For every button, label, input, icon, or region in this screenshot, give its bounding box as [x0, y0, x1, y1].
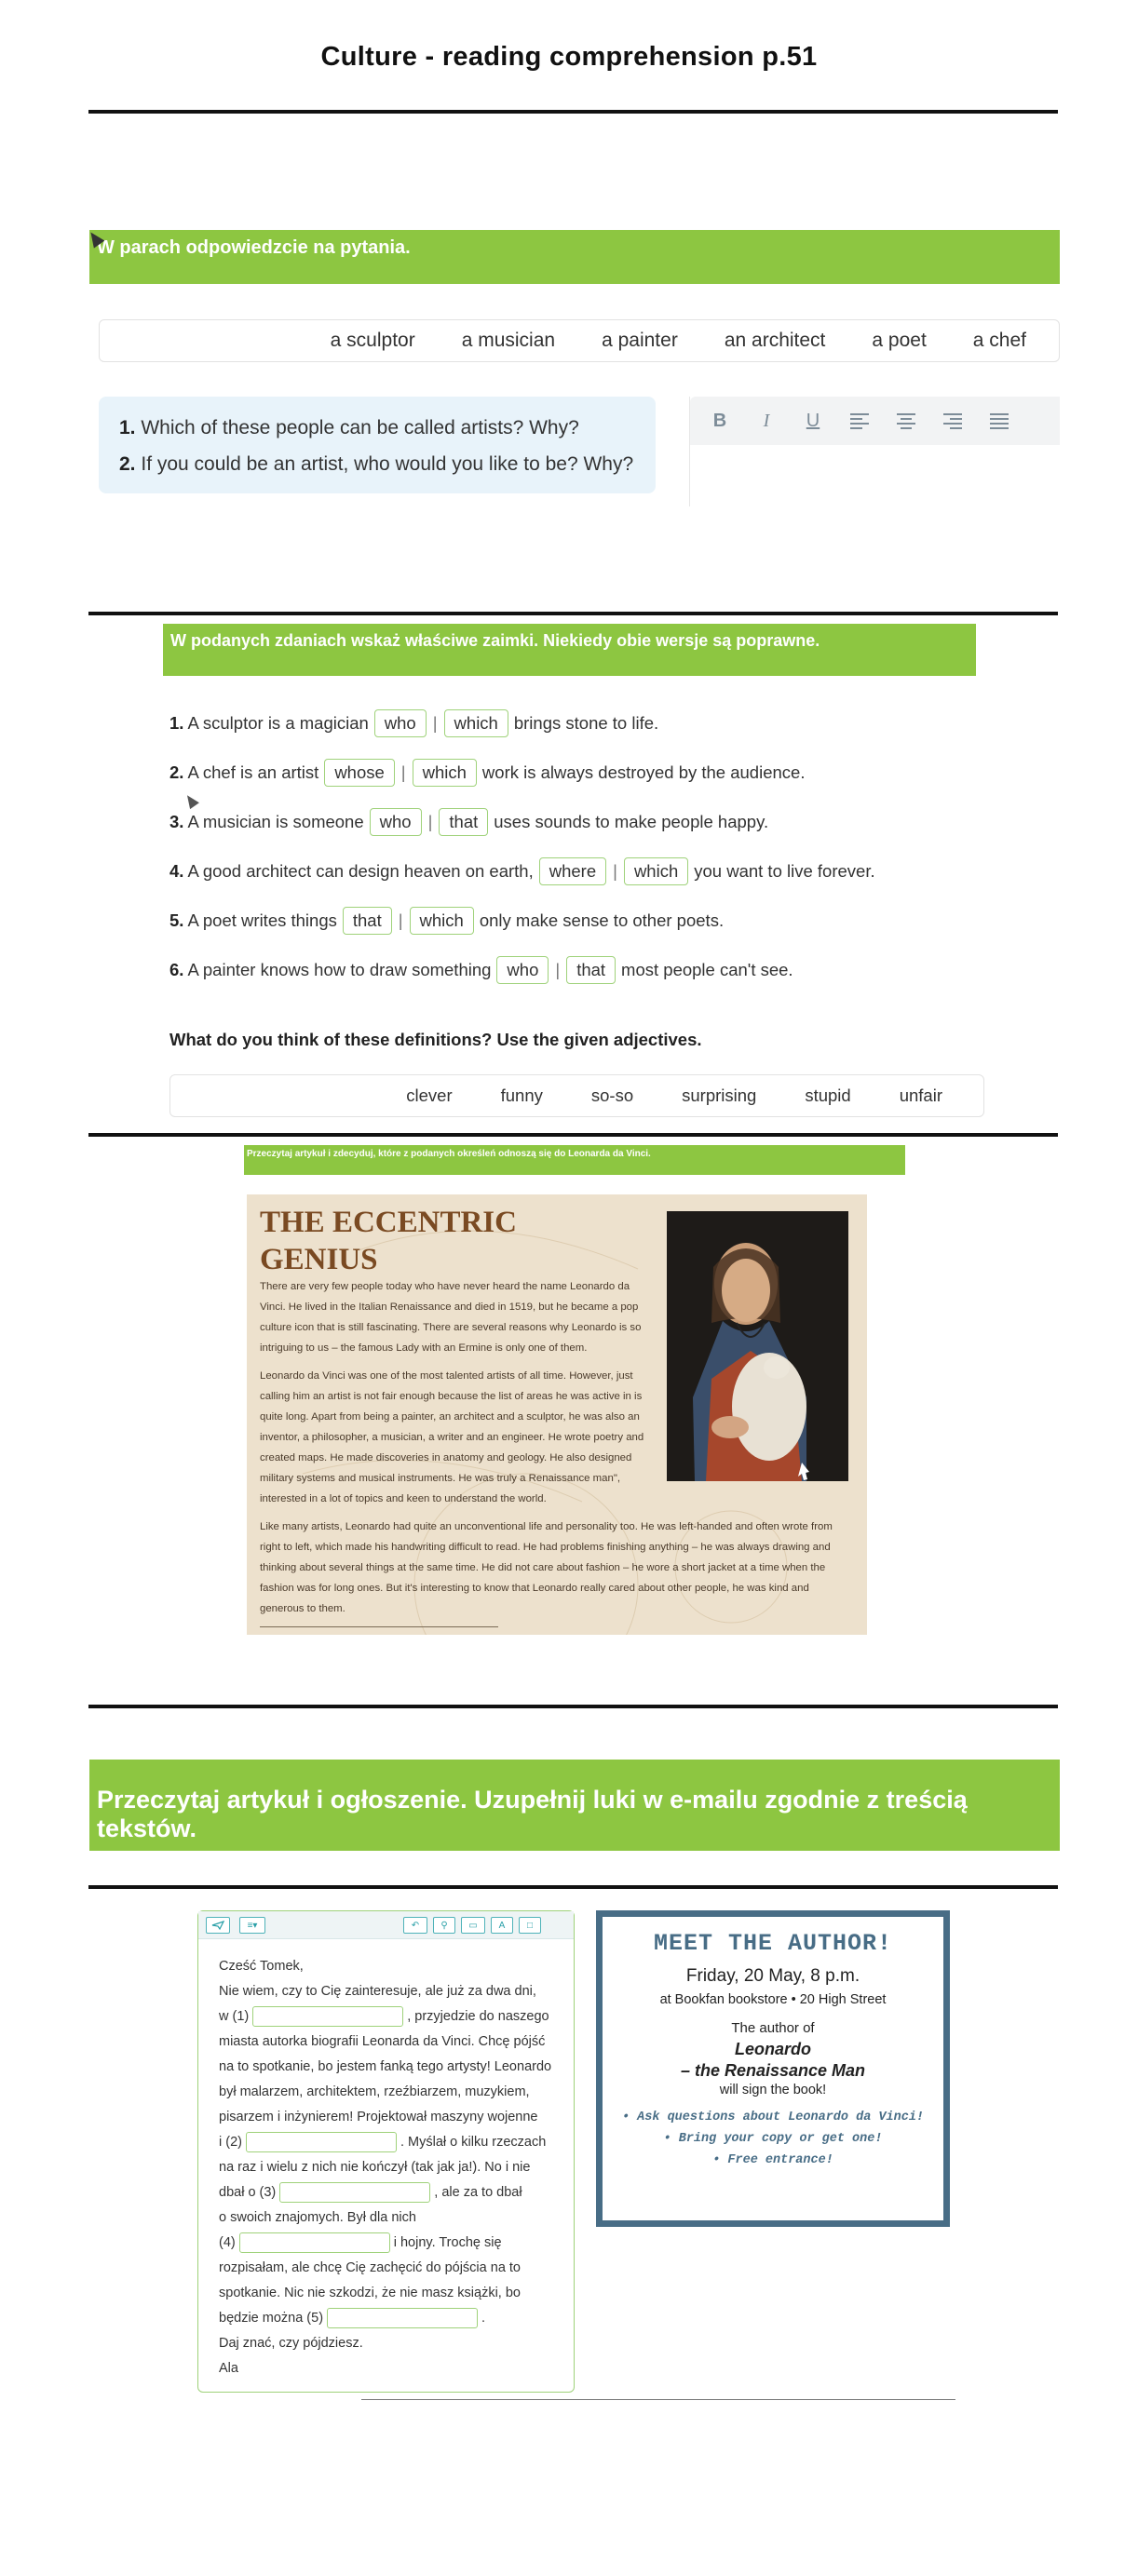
- article-image: [247, 1194, 867, 1635]
- divider: [88, 612, 1058, 615]
- sentence-row: 2. A chef is an artist whose | which work is always destroyed by the audience.: [169, 759, 805, 787]
- adjective-item: so-so: [590, 1086, 634, 1105]
- divider: [88, 1705, 1058, 1708]
- poster-heading: MEET THE AUTHOR!: [653, 1930, 893, 1957]
- word-bank-item: a painter: [602, 330, 678, 351]
- gap-field-4: [239, 2232, 390, 2253]
- email-image: [197, 1910, 575, 2393]
- editor-toolbar: [690, 397, 1060, 445]
- poster-book-subtitle: – the Renaissance Man: [680, 2061, 866, 2080]
- questions-box: [99, 397, 656, 493]
- gap-field-3: [279, 2182, 430, 2203]
- word-bank-item: an architect: [724, 330, 826, 351]
- divider: [88, 1885, 1058, 1889]
- adjective-item: clever: [406, 1086, 453, 1105]
- align-right-icon[interactable]: [942, 410, 964, 432]
- word-bank-item: a musician: [461, 330, 556, 351]
- image-icon: ▭: [461, 1917, 485, 1934]
- pronoun-option[interactable]: who: [496, 956, 549, 984]
- page-title: Culture - reading comprehension p.51: [320, 42, 818, 72]
- pronoun-option[interactable]: which: [444, 709, 508, 737]
- menu-icon: ≡▾: [239, 1917, 265, 1934]
- window-icon: □: [519, 1917, 541, 1934]
- instruction-banner: [244, 1145, 905, 1175]
- align-center-icon[interactable]: [895, 410, 917, 432]
- word-bank: [99, 319, 1060, 362]
- pronoun-option[interactable]: who: [374, 709, 427, 737]
- email-toolbar: [198, 1911, 574, 1939]
- sentence-row: 1. A sculptor is a magician who | which brings stone to life.: [169, 709, 658, 737]
- sentence-row: 3. A musician is someone who | that uses sounds to make people happy.: [169, 808, 768, 836]
- article-paragraph: Like many artists, Leonardo had quite an unconventional life and personality too. He was left-handed and often wrote from right to left, which made his handwriting difficult to read. He had problems finishing anything – he was always drawing and thinking about several things at the same time. He did not care about fashion – he wore a short jacket at a time when the fashion was for long ones. But it's interesting to know that Leonardo really cared about other people, he was kind and generous to them.: [260, 1521, 833, 1614]
- lady-with-ermine-painting: [667, 1211, 848, 1481]
- discussion-question: What do you think of these definitions? Use the given adjectives.: [169, 1030, 702, 1049]
- instruction-text: W parach odpowiedzcie na pytania.: [97, 237, 411, 258]
- poster-bullet: • Bring your copy or get one!: [663, 2132, 883, 2146]
- question-item: 1. Which of these people can be called artists? Why?: [119, 417, 579, 438]
- article-title: THE ECCENTRIC GENIUS: [260, 1206, 517, 1276]
- divider: [88, 110, 1058, 114]
- pronoun-option[interactable]: that: [343, 907, 392, 935]
- adjective-item: unfair: [899, 1086, 942, 1105]
- adjective-bank: [169, 1074, 984, 1117]
- word-bank-item: a poet: [872, 330, 927, 351]
- pronoun-option[interactable]: which: [413, 759, 477, 787]
- italic-icon[interactable]: I: [763, 410, 770, 431]
- gap-field-5: [327, 2308, 478, 2328]
- word-bank-item: a sculptor: [330, 330, 415, 351]
- instruction-banner: [89, 230, 1060, 284]
- instruction-banner: [163, 624, 976, 676]
- poster-book-title: Leonardo: [734, 2040, 811, 2058]
- gap-field-2: [246, 2132, 397, 2152]
- adjective-item: surprising: [682, 1086, 757, 1105]
- pronoun-option[interactable]: which: [624, 857, 688, 885]
- pronoun-option[interactable]: where: [539, 857, 606, 885]
- divider: [88, 1133, 1058, 1137]
- gap-field-1: [252, 2006, 403, 2027]
- email-text: Cześć Tomek, Nie wiem, czy to Cię zainteresuje, ale już za dwa dni, w (1) , przyjedzie do naszego miasta autorka biografii Leonarda da Vinci. Chcę pójść na to spotkanie, bo jestem fanką tego artysty! Leonardo był malarzem, architektem, rzeźbiarzem, muzykiem, pisarzem i inżynierem! Projektował maszyny wojenne i (2) . Myślał o kilku rzeczach na raz i wielu z nich nie kończył (tak jak ja!). No i nie dbał o (3) , ale za to dbał o swoich znajomych. Był dla nich (4) i hojny. Trochę się rozpisałam, ale chcę Cię zachęcić do pójścia na to spotkanie. Nic nie szkodzi, że nie masz książki, bo będzie można (5) . Daj znać, czy pójdziesz. Ala: [219, 1959, 552, 2376]
- sentence-row: 5. A poet writes things that | which only make sense to other poets.: [169, 907, 724, 935]
- poster-bullet: • Free entrance!: [712, 2153, 833, 2167]
- send-icon: [206, 1917, 230, 1934]
- poster-place: at Bookfan bookstore • 20 High Street: [659, 1992, 887, 2007]
- event-poster: [596, 1910, 950, 2227]
- font-icon: A: [491, 1917, 513, 1934]
- pronoun-option[interactable]: which: [410, 907, 474, 935]
- poster-bullet: • Ask questions about Leonardo da Vinci!: [621, 2111, 925, 2124]
- bold-icon[interactable]: B: [712, 410, 727, 431]
- poster-sign: will sign the book!: [719, 2083, 827, 2097]
- question-item: 2. If you could be an artist, who would you like to be? Why?: [119, 453, 634, 475]
- pronoun-option[interactable]: that: [566, 956, 616, 984]
- image-bottom-rule: [361, 2399, 955, 2400]
- word-bank-item: a chef: [972, 330, 1026, 351]
- instruction-text: W podanych zdaniach wskaż właściwe zaimki. Niekiedy obie wersje są poprawne.: [170, 631, 820, 650]
- underline-icon[interactable]: U: [806, 410, 820, 431]
- pronoun-option[interactable]: whose: [324, 759, 394, 787]
- answer-editor[interactable]: [689, 397, 1060, 506]
- mouse-cursor-icon: [183, 792, 199, 809]
- article-paragraph: Leonardo da Vinci was one of the most talented artists of all time. However, just calling him an artist is not fair enough because the list of areas he was active in is quite long. Apart from being a painter, an architect and a sculptor, he was also an inventor, a philosopher, a musician, a writer and an engineer. He wrote poetry and created maps. He made discoveries in anatomy and geology. He also designed military systems and musical instruments. He was truly a Renaissance man", interested in a lot of topics and keen to understand the world.: [260, 1370, 644, 1504]
- sentence-row: 4. A good architect can design heaven on earth, where | which you want to live forever.: [169, 857, 875, 885]
- adjective-item: stupid: [805, 1086, 851, 1105]
- adjective-item: funny: [500, 1086, 543, 1105]
- pronoun-option[interactable]: that: [439, 808, 488, 836]
- instruction-text: Przeczytaj artykuł i zdecyduj, które z podanych określeń odnoszą się do Leonarda da Vinci.: [247, 1149, 651, 1159]
- poster-date: Friday, 20 May, 8 p.m.: [685, 1966, 860, 1986]
- instruction-text: Przeczytaj artykuł i ogłoszenie. Uzupełnij luki w e-mailu zgodnie z treścią tekstów.: [97, 1786, 968, 1842]
- article-rule: [260, 1626, 498, 1627]
- justify-icon[interactable]: [988, 410, 1010, 432]
- undo-icon: ↶: [403, 1917, 427, 1934]
- align-left-icon[interactable]: [848, 410, 871, 432]
- attach-icon: ⚲: [433, 1917, 455, 1934]
- instruction-banner: [89, 1760, 1060, 1851]
- article-paragraph: There are very few people today who have never heard the name Leonardo da Vinci. He lived in the Italian Renaissance and died in 1519, but he became a pop culture icon that is still fascinating. There are several reasons why Leonardo is so intriguing to us – the famous Lady with an Ermine is only one of them.: [260, 1281, 642, 1354]
- pronoun-option[interactable]: who: [370, 808, 422, 836]
- sentence-row: 6. A painter knows how to draw something who | that most people can't see.: [169, 956, 793, 984]
- poster-author-of: The author of: [731, 2020, 815, 2036]
